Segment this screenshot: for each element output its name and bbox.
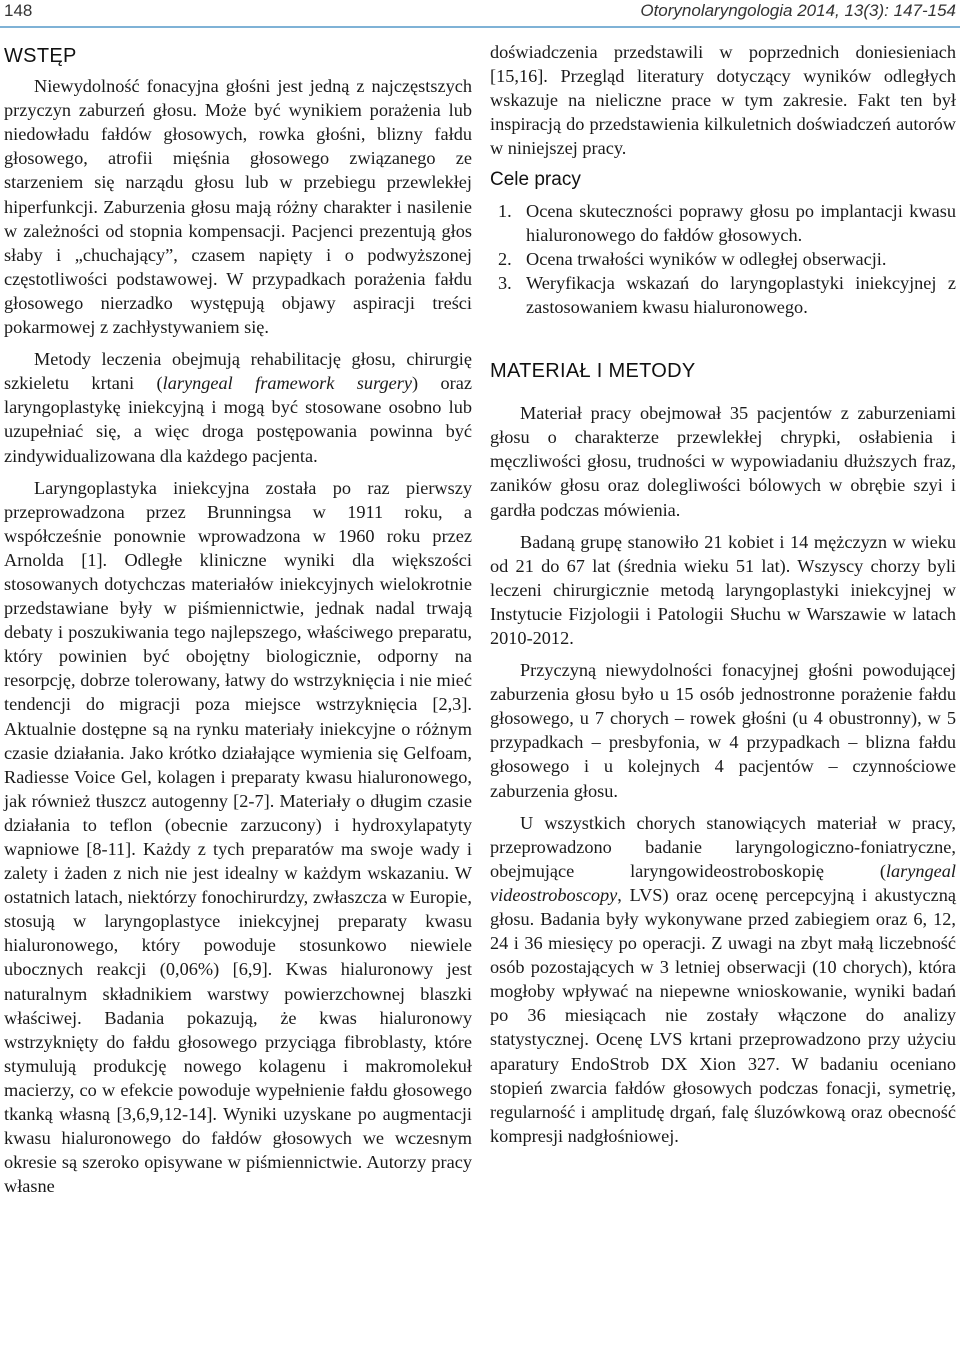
aims-list [490,199,956,319]
methods-paragraph-4 [490,811,956,1148]
intro-paragraph-1: Niewydolność fonacyjna głośni jest jedną z najczęstszych przyczyn zaburzeń głosu. Może być wynikiem porażenia lub niedowładu fałdów głosowych, rowka głośni, blizny fałdu głosowego, atrofii mięśnia głosowego związanego ze starzeniem się narządu głosu lub w przebiegu przewlekłej hiperfunkcji. Zaburzenia głosu mają różny charakter i nasilenie w zależności od stopnia kompensacji. Pacjenci prezentują głos słaby i „chuchający”, czasem napięty i o podwyższonej częstotliwości podstawowej. W przypadkach porażenia fałdu głosowego nierzadko występują objawy aspiracji treści pokarmowej z zachłystywaniem się. [4,76,472,338]
aims-list-item [490,271,956,319]
aims-item-text: Ocena skuteczności poprawy głosu po implantacji kwasu hialuronowego do fałdów głosowych. [526,200,956,245]
page-number: 148 [4,1,33,20]
left-column [4,40,472,1206]
intro-paragraph-2-italic-term: laryngeal framework surgery [162,373,412,394]
methods-paragraph-4-italic-term: laryngeal videostroboscopy [490,860,956,905]
methods-paragraph-3: Przyczyną niewydolności fonacyjnej głośni powodującej zaburzenia głosu było u 15 osób jednostronne porażenie fałdu głosowego, u 7 chorych – rowek głośni (u 4 obustronny), w 5 przypadkach – presbyfonia, w 4 przypadkach – blizna fałdu głosowego i u kolejnych 4 pacjentów – czynnościowe zaburzenia głosu. [490,660,956,801]
intro-paragraph-2-text-b: ) oraz laryngoplastykę iniekcyjną i mogą być stosowane osobno lub uzupełniać się, a więc droga postępowania powinna być zindywidualizowana dla każdego pacjenta. [4,373,472,466]
methods-paragraph-4-text-b: , LVS) oraz ocenę percepcyjną i akustyczną głosu. Badania były wykonywane przed zabiegiem oraz 6, 12, 24 i 36 miesięcy po operacji. Z uwagi na zbyt małą liczebność osób pozostających w 3 letniej obserwacji (10 chorych), która mogłoby wpływać na niepewne wnioskowanie, wyniki badań po 36 miesiącach nie zostały włączone do analizy statystycznej. Ocenę LVS krtani przeprowadzono przy użyciu aparatury EndoStrob DX Xion 327. W badaniu oceniano stopień zwarcia fałdów głosowych podczas fonacji, symetrię, regularność i amplitudę drgań, falę śluzówkową oraz obecność kompresji nadgłośniowej. [490,884,956,1146]
aims-item-text: Ocena trwałości wyników w odległej obserwacji. [526,248,887,269]
journal-citation: Otorynolaryngologia 2014, 13(3): 147-154 [640,1,956,20]
aims-item-number: 1. [498,200,512,221]
subheading-aims: Cele pracy [490,169,581,191]
aims-item-text: Weryfikacja wskazań do laryngoplastyki iniekcyjnej z zastosowaniem kwasu hialuronowego. [526,272,956,317]
methods-paragraph-1: Materiał pracy obejmował 35 pacjentów z zaburzeniami głosu o charakterze przewlekłej chrypki, osłabienia i męczliwości głosu, trudności w wypowiadaniu dłuższych fraz, zaników głosu oraz dolegliwości bólowych w obrębie szyi i gardła podczas mówienia. [490,403,956,520]
methods-paragraph-2: Badaną grupę stanowiło 21 kobiet i 14 mężczyzn w wieku od 21 do 67 lat (średnia wieku 51 lat). Wszyscy chorzy byli leczeni chirurgicznie metodą laryngoplastyki iniekcyjnej w Instytucie Fizjologii i Patologii Słuchu w Warszawie w latach 2010-2012. [490,531,956,648]
intro-paragraph-2-text-a: Metody leczenia obejmują rehabilitację głosu, chirurgię szkieletu krtani ( [4,349,472,394]
aims-list-item [490,199,956,247]
intro-paragraph-2 [4,347,472,467]
right-column [490,40,956,1156]
section-heading-methods: MATERIAŁ I METODY [490,360,696,383]
aims-list-item [490,247,956,271]
aims-item-number: 3. [498,272,512,293]
intro-paragraph-3: Laryngoplastyka iniekcyjna została po raz pierwszy przeprowadzona przez Brunningsa w 1911 roku, a współcześnie ponownie wprowadzona w 1960 roku przez Arnolda [1]. Odległe kliniczne wyniki dla większości stosowanych dotychczas materiałów iniekcyjnych wielokrotnie przedstawiane były w piśmiennictwie, jednak nadal trwają debaty i poszukiwania tego najlepszego, właściwego preparatu, który powinien być obojętny biologicznie, odporny na resorpcję, dobrze tolerowany, łatwy do wstrzyknięcia i nie mieć tendencji do migracji poza miejsce wstrzyknięcia [2,3]. Aktualnie dostępne są na rynku materiały iniekcyjne o różnym czasie działania. Jako krótko działające wymienia się Gelfoam, Radiesse Voice Gel, kolagen i preparaty kwasu hialuronowego, jak również tłuszcz autogenny [2-7]. Materiały o długim czasie działania to teflon (obecnie zarzucony) i hydroxylapatyty wapniowe [8-11]. Każdy z tych preparatów ma swoje wady i zalety i żaden z nich nie jest idealny w każdym wskazaniu. W ostatnich latach, niektórzy fonochirurdzy, zwłaszcza w Europie, stosują w laryngoplastyce iniekcyjnej preparaty kwasu hialuronowego, który powoduje stosunkowo niewiele ubocznych reakcji (0,06%) [6,9]. Kwas hialuronowy jest naturalnym składnikiem warstwy powierzchownej blaszki właściwej. Badania pokazują, że kwas hialuronowy wstrzyknięty do fałdu głosowego przyciąga fibroblasty, które stymulują produkcję nowego kolagenu i makromolekuł macierzy, co w efekcie powoduje wypełnienie fałdu głosowego tkanką własną [3,6,9,12-14]. Wyniki uzyskane po augmentacji kwasu hialuronowego do fałdów głosowych we wczesnym okresie są szeroko opisywane w piśmiennictwie. Autorzy pracy własne [4,477,472,1197]
methods-paragraph-4-text-a: U wszystkich chorych stanowiących materiał w pracy, przeprowadzono badanie laryngologiczno-foniatryczne, obejmujące laryngowideostroboskopię ( [490,812,956,881]
running-header [0,0,960,28]
intro-paragraph-continued: doświadczenia przedstawili w poprzednich doniesieniach [15,16]. Przegląd literatury dotyczący wyników odległych wskazuje na nieliczne prace w tym zakresie. Fakt ten był inspiracją do przedstawienia kilkuletnich doświadczeń autorów w niniejszej pracy. [490,42,956,159]
section-heading-introduction: WSTĘP [4,45,77,67]
aims-item-number: 2. [498,248,512,269]
